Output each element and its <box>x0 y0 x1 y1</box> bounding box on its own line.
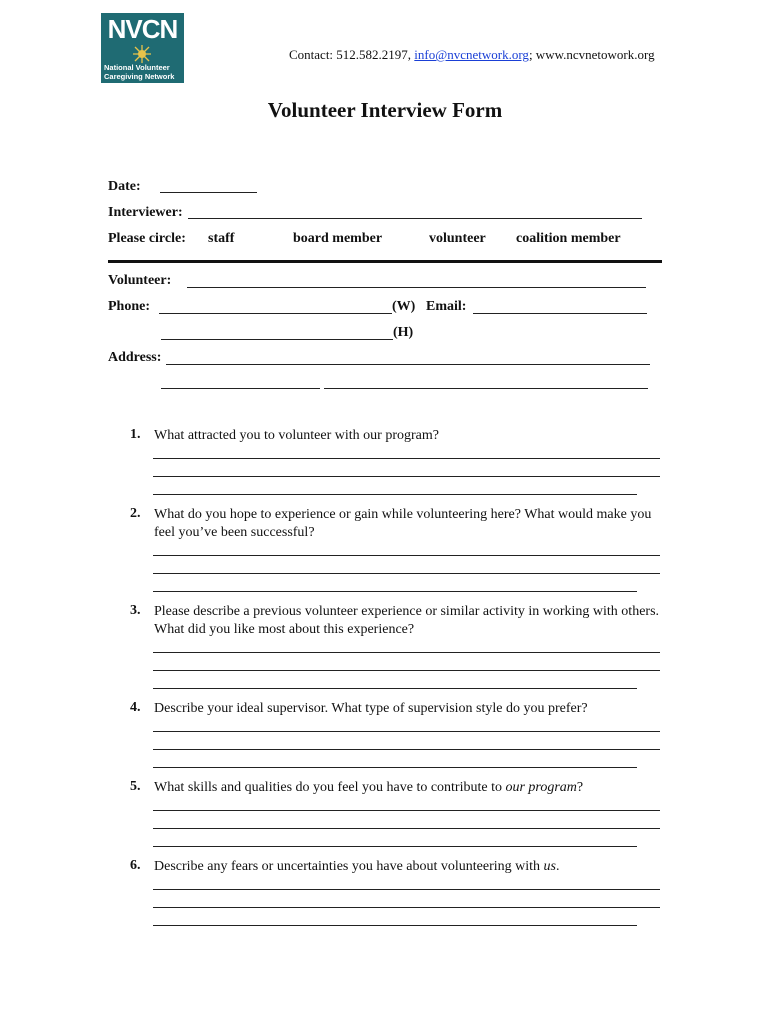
interviewer-label: Interviewer: <box>108 205 183 220</box>
contact-suffix: ; www.ncvnetowork.org <box>528 47 655 62</box>
home-label: (H) <box>393 325 414 340</box>
answer-line[interactable] <box>153 828 660 829</box>
answer-line[interactable] <box>153 731 660 732</box>
question-text-part: ? <box>576 780 584 795</box>
logo-text: NVCN <box>107 14 178 44</box>
date-label: Date: <box>108 179 141 194</box>
answer-line[interactable] <box>153 458 660 459</box>
question-number: 1. <box>130 427 141 442</box>
email-line[interactable] <box>473 313 647 314</box>
answer-line[interactable] <box>153 555 660 556</box>
answer-line[interactable] <box>153 767 637 768</box>
answer-line[interactable] <box>153 889 660 890</box>
question-number: 6. <box>130 858 141 873</box>
email-link[interactable]: info@nvcnetwork.org <box>414 47 529 62</box>
address-label: Address: <box>108 350 162 365</box>
question-number: 5. <box>130 779 141 794</box>
question-text: What do you hope to experience or gain while volunteering here? What would make you feel you’ve been successful? <box>154 507 652 540</box>
answer-line[interactable] <box>153 494 637 495</box>
question-number: 2. <box>130 506 141 521</box>
question-text: Describe your ideal supervisor. What type of supervision style do you prefer? <box>154 701 588 716</box>
answer-line[interactable] <box>153 476 660 477</box>
answer-line[interactable] <box>153 688 637 689</box>
question-text <box>154 779 674 797</box>
question-text: What attracted you to volunteer with our program? <box>154 428 439 443</box>
question-text-part: . <box>556 859 560 874</box>
phone-home-line[interactable] <box>161 339 393 340</box>
question-number: 4. <box>130 700 141 715</box>
email-label: Email: <box>426 299 467 314</box>
logo-subtitle-2: Caregiving Network <box>104 72 175 81</box>
question-text-part: Describe any fears or uncertainties you have about volunteering with <box>154 859 544 874</box>
answer-line[interactable] <box>153 591 637 592</box>
contact-line <box>289 47 655 63</box>
answer-line[interactable] <box>153 846 637 847</box>
role-coalition-member[interactable]: coalition member <box>516 231 621 246</box>
phone-label: Phone: <box>108 299 150 314</box>
answer-line[interactable] <box>153 670 660 671</box>
phone-work-line[interactable] <box>159 313 392 314</box>
role-staff[interactable]: staff <box>208 231 235 246</box>
question-text <box>154 858 674 876</box>
address-line-2a[interactable] <box>161 388 320 389</box>
question-text-emphasis: us <box>543 859 556 874</box>
address-line-1[interactable] <box>166 364 650 365</box>
role-board-member[interactable]: board member <box>293 231 383 246</box>
volunteer-line[interactable] <box>187 287 646 288</box>
question-number: 3. <box>130 603 141 618</box>
answer-line[interactable] <box>153 810 660 811</box>
answer-line[interactable] <box>153 907 660 908</box>
question-text: Please describe a previous volunteer experience or similar activity in working with others. What did you like most about this experience? <box>154 604 660 637</box>
interviewer-line[interactable] <box>188 218 642 219</box>
section-divider <box>108 260 662 263</box>
contact-prefix: Contact: 512.582.2197, <box>289 47 415 62</box>
answer-line[interactable] <box>153 749 660 750</box>
work-label: (W) <box>392 299 416 314</box>
answer-line[interactable] <box>153 925 637 926</box>
question-text-emphasis: our program <box>505 780 577 795</box>
address-line-2b[interactable] <box>324 388 648 389</box>
sun-icon <box>129 44 155 64</box>
answer-line[interactable] <box>153 573 660 574</box>
question-text-part: What skills and qualities do you feel you have to contribute to <box>154 780 506 795</box>
please-circle-label: Please circle: <box>108 231 186 246</box>
logo-subtitle-1: National Volunteer <box>104 63 170 72</box>
role-volunteer[interactable]: volunteer <box>429 231 486 246</box>
date-line[interactable] <box>160 192 257 193</box>
answer-line[interactable] <box>153 652 660 653</box>
volunteer-label: Volunteer: <box>108 273 172 288</box>
page-title: Volunteer Interview Form <box>267 98 503 122</box>
nvcn-logo <box>101 13 184 83</box>
